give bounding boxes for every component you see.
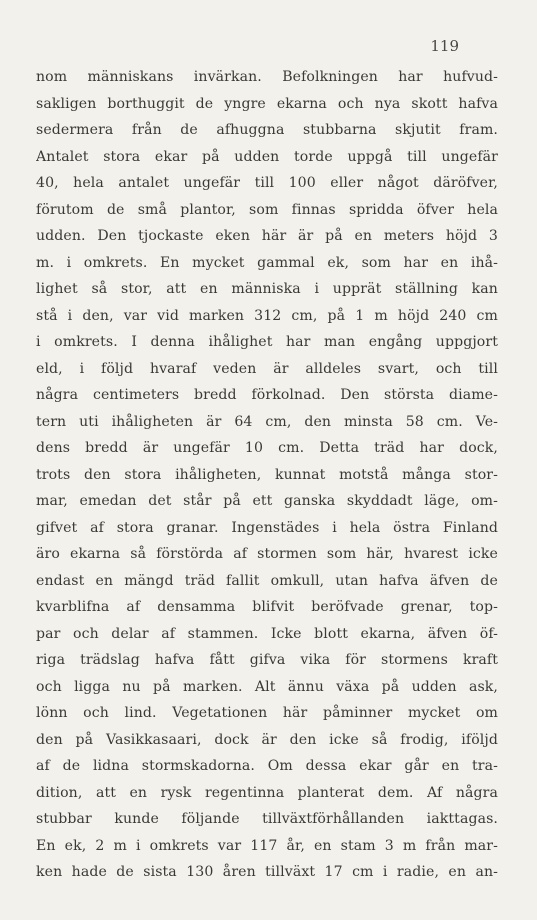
text-line: nom människans invärkan. Befolkningen har hufvud- xyxy=(36,69,498,85)
text-line: kvarblifna af densamma blifvit beröfvade grenar, top- xyxy=(36,599,498,615)
text-line: Antalet stora ekar på udden torde uppgå till ungefär xyxy=(36,148,498,165)
text-line: trots den stora ihåligheten, kunnat motstå många stor- xyxy=(36,466,498,483)
text-line: gifvet af stora granar. Ingenstädes i hela östra Finland xyxy=(36,519,498,536)
text-line: En ek, 2 m i omkrets var 117 år, en stam 3 m från mar- xyxy=(36,837,498,854)
text-line: dens bredd är ungefär 10 cm. Detta träd har dock, xyxy=(36,440,498,456)
text-line: några centimeters bredd förkolnad. Den största diame- xyxy=(36,387,498,403)
text-line: stå i den, var vid marken 312 cm, på 1 m höjd 240 cm xyxy=(36,307,498,324)
text-line: udden. Den tjockaste eken här är på en meters höjd 3 xyxy=(36,228,498,244)
text-line: sedermera från de afhuggna stubbarna skjutit fram. xyxy=(36,122,498,138)
text-line: ken hade de sista 130 åren tillväxt 17 cm i radie, en an- xyxy=(36,864,498,880)
text-line: eld, i följd hvaraf veden är alldeles svart, och till xyxy=(36,360,498,377)
text-line: och ligga nu på marken. Alt ännu växa på udden ask, xyxy=(36,678,498,695)
text-line: riga trädslag hafva fått gifva vika för stormens kraft xyxy=(36,652,498,668)
page-number: 119 xyxy=(430,37,459,55)
text-line: m. i omkrets. En mycket gammal ek, som har en ihå- xyxy=(36,254,498,271)
text-line: par och delar af stammen. Icke blott ekarna, äfven öf- xyxy=(36,625,498,642)
text-line: lighet så stor, att en människa i upprät ställning kan xyxy=(36,281,498,297)
text-line: 40, hela antalet ungefär till 100 eller något däröfver, xyxy=(36,175,498,191)
text-line: endast en mängd träd fallit omkull, utan hafva äfven de xyxy=(36,572,498,589)
text-line: stubbar kunde följande tillväxtförhållanden iakttagas. xyxy=(36,811,498,827)
text-line: tern uti ihåligheten är 64 cm, den minsta 58 cm. Ve- xyxy=(36,413,498,430)
text-line: lönn och lind. Vegetationen här påminner mycket om xyxy=(36,705,498,721)
body-text xyxy=(36,64,498,886)
text-line: dition, att en rysk regentinna planterat dem. Af några xyxy=(36,784,498,801)
text-line: förutom de små plantor, som finnas spridda öfver hela xyxy=(36,201,498,218)
text-line: i omkrets. I denna ihålighet har man engång uppgjort xyxy=(36,334,498,350)
text-line: af de lidna stormskadorna. Om dessa ekar går en tra- xyxy=(36,758,498,774)
text-line: äro ekarna så förstörda af stormen som här, hvarest icke xyxy=(36,546,498,562)
text-line: sakligen borthuggit de yngre ekarna och nya skott hafva xyxy=(36,95,498,112)
text-line: mar, emedan det står på ett ganska skyddadt läge, om- xyxy=(36,493,498,509)
text-line: den på Vasikkasaari, dock är den icke så frodig, iföljd xyxy=(36,731,498,748)
